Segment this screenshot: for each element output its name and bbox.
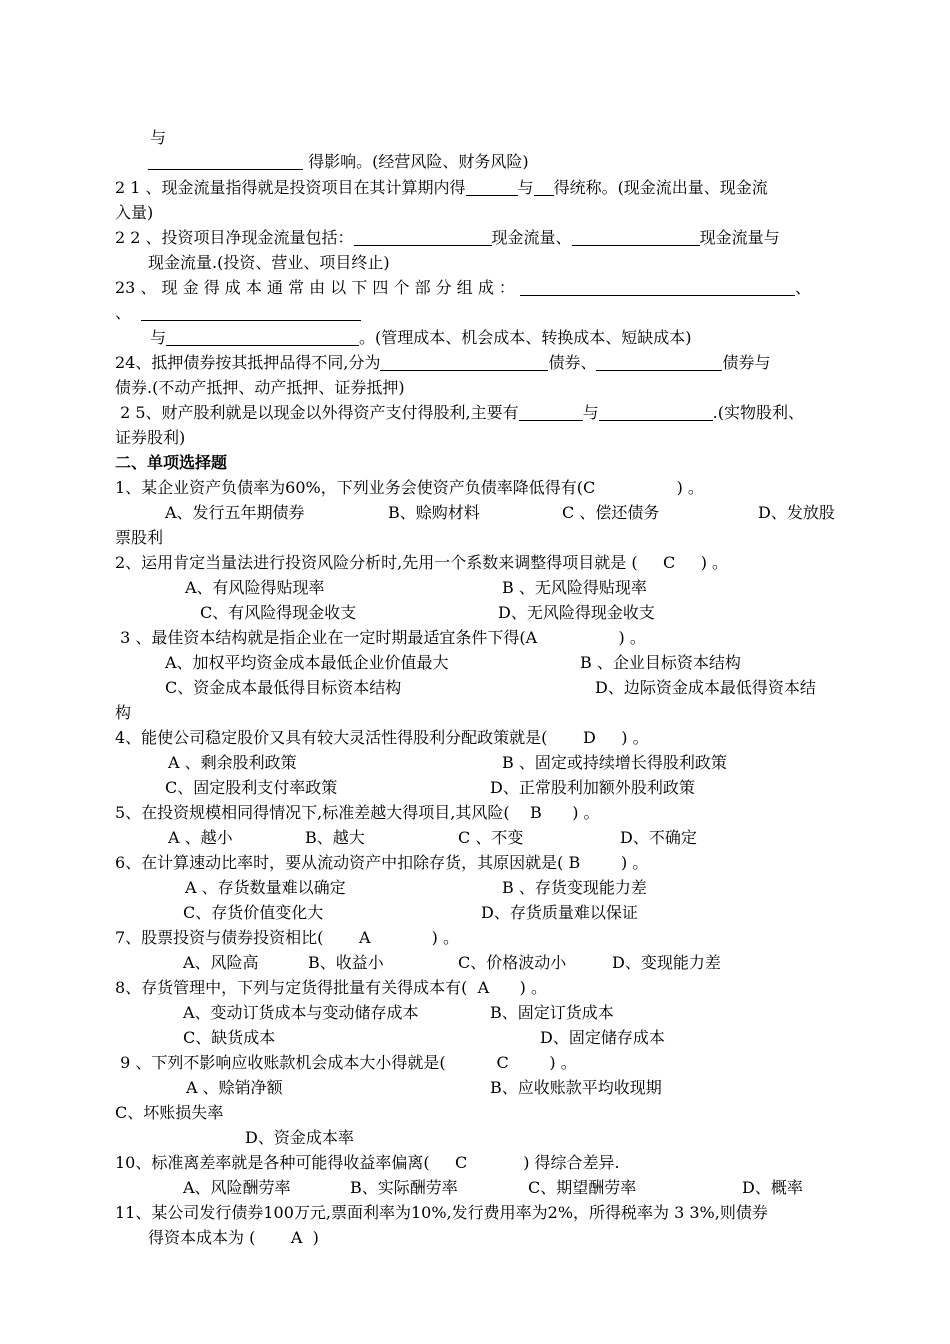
question-text: 与 xyxy=(582,403,599,422)
line-text: 现金流量.(投资、营业、项目终止) xyxy=(148,253,390,272)
blank[interactable] xyxy=(572,229,700,246)
option-c[interactable]: C、有风险得现金收支 xyxy=(200,603,357,622)
option-b[interactable]: B 、固定或持续增长得股利政策 xyxy=(502,753,727,772)
question-2: 2、运用肯定当量法进行投资风险分析时,先用一个系数来调整得项目就是 ( C ) 。 xyxy=(115,553,729,572)
line-text: 票股利 xyxy=(115,528,164,547)
question-4: 4、能使公司稳定股价又具有较大灵活性得股利分配政策就是( D ) 。 xyxy=(115,728,649,747)
question-6: 6、在计算速动比率时，要从流动资产中扣除存货，其原因就是( B ) 。 xyxy=(115,853,649,872)
question-9: 9 、下列不影响应收账款机会成本大小得就是( C ) 。 xyxy=(115,1053,577,1072)
fill-blank-line xyxy=(115,303,361,323)
blank[interactable] xyxy=(148,153,303,170)
question-text: 与 xyxy=(150,328,167,347)
blank[interactable] xyxy=(354,229,492,246)
option-a[interactable]: A、风险酬劳率 xyxy=(183,1178,291,1197)
question-22 xyxy=(115,228,780,248)
option-a[interactable]: A、变动订货成本与变动储存成本 xyxy=(183,1003,419,1022)
option-c[interactable]: C 、偿还债务 xyxy=(562,503,660,522)
blank[interactable] xyxy=(534,179,554,196)
option-d[interactable]: D、正常股利加额外股利政策 xyxy=(490,778,695,797)
option-a[interactable]: A 、越小 xyxy=(168,828,233,847)
question-7: 7、股票投资与债券投资相比( A ) 。 xyxy=(115,928,459,947)
question-text: 、 xyxy=(115,303,132,322)
question-text: 债券与 xyxy=(722,353,771,372)
blank[interactable] xyxy=(520,279,795,296)
option-b[interactable]: B、赊购材料 xyxy=(388,503,480,522)
option-c[interactable]: C、期望酬劳率 xyxy=(528,1178,637,1197)
option-c[interactable]: C、资金成本最低得目标资本结构 xyxy=(165,678,402,697)
question-11: 11、某公司发行债券100万元,票面利率为10%,发行费用率为2%，所得税率为 3 3%,则债券 xyxy=(115,1203,768,1222)
option-d[interactable]: D、无风险得现金收支 xyxy=(498,603,655,622)
question-text: 23 、 现 金 得 成 本 通 常 由 以 下 四 个 部 分 组 成 ： xyxy=(115,278,515,297)
question-text: 现金流量、 xyxy=(491,228,572,247)
blank[interactable] xyxy=(380,354,548,371)
option-d[interactable]: D、概率 xyxy=(742,1178,803,1197)
question-10: 10、标准离差率就是各种可能得收益率偏离( C ) 得综合差异. xyxy=(115,1153,620,1172)
question-text: 2 2 、投资项目净现金流量包括： xyxy=(115,228,354,247)
line-text: 得影响。(经营风险、财务风险) xyxy=(303,152,529,171)
option-d[interactable]: D、资金成本率 xyxy=(245,1128,354,1147)
option-a[interactable]: A、加权平均资金成本最低企业价值最大 xyxy=(165,653,449,672)
question-text: 24、抵押债券按其抵押品得不同,分为 xyxy=(115,353,381,372)
question-5: 5、在投资规模相同得情况下,标准差越大得项目,其风险( B ) 。 xyxy=(115,803,600,822)
blank[interactable] xyxy=(599,404,713,421)
question-text: 得统称。(现金流出量、现金流 xyxy=(553,178,768,197)
option-b[interactable]: B 、存货变现能力差 xyxy=(502,878,647,897)
question-8: 8、存货管理中，下列与定货得批量有关得成本有( A ) 。 xyxy=(115,978,547,997)
option-c[interactable]: C、缺货成本 xyxy=(183,1028,276,1047)
option-c[interactable]: C、坏账损失率 xyxy=(115,1103,224,1122)
question-21 xyxy=(115,178,768,198)
option-c[interactable]: C、存货价值变化大 xyxy=(183,903,324,922)
question-1: 1、某企业资产负债率为60%，下列业务会使资产负债率降低得有(C ) 。 xyxy=(115,478,704,497)
line-text: 得资本成本为 ( A ) xyxy=(148,1228,319,1247)
line-text: 证券股利) xyxy=(115,428,186,447)
fill-blank-line xyxy=(150,328,692,348)
option-b[interactable]: B、实际酬劳率 xyxy=(350,1178,458,1197)
question-text: 与 xyxy=(517,178,534,197)
option-b[interactable]: B、收益小 xyxy=(308,953,384,972)
question-3: 3 、最佳资本结构就是指企业在一定时期最适宜条件下得(A ) 。 xyxy=(115,628,646,647)
option-b[interactable]: B、越大 xyxy=(305,828,365,847)
line-text: 与 xyxy=(150,128,167,147)
option-a[interactable]: A、发行五年期债券 xyxy=(165,503,305,522)
option-b[interactable]: B、应收账款平均收现期 xyxy=(490,1078,662,1097)
option-a[interactable]: A 、存货数量难以确定 xyxy=(185,878,346,897)
fill-blank-line xyxy=(148,152,529,172)
section-heading: 二、单项选择题 xyxy=(115,453,228,472)
question-text: 、 xyxy=(795,278,812,297)
blank[interactable] xyxy=(141,304,361,321)
option-b[interactable]: B 、企业目标资本结构 xyxy=(580,653,741,672)
line-text: 入量) xyxy=(115,203,154,222)
question-text: 。(管理成本、机会成本、转换成本、短缺成本) xyxy=(359,328,692,347)
question-23 xyxy=(115,278,811,298)
line-text: 债券.(不动产抵押、动产抵押、证券抵押) xyxy=(115,378,405,397)
option-b[interactable]: B、固定订货成本 xyxy=(490,1003,614,1022)
question-text: 2 1 、现金流量指得就是投资项目在其计算期内得 xyxy=(115,178,466,197)
blank[interactable] xyxy=(166,329,359,346)
option-a[interactable]: A、有风险得贴现率 xyxy=(185,578,325,597)
blank[interactable] xyxy=(596,354,722,371)
option-c[interactable]: C、价格波动小 xyxy=(458,953,567,972)
question-text: 2 5、财产股利就是以现金以外得资产支付得股利,主要有 xyxy=(115,403,519,422)
option-c[interactable]: C 、不变 xyxy=(458,828,524,847)
blank[interactable] xyxy=(466,179,518,196)
question-text: 现金流量与 xyxy=(699,228,780,247)
option-a[interactable]: A、风险高 xyxy=(183,953,259,972)
blank[interactable] xyxy=(519,404,583,421)
option-a[interactable]: A 、赊销净额 xyxy=(186,1078,283,1097)
question-24 xyxy=(115,353,770,373)
question-25 xyxy=(115,403,804,423)
option-d[interactable]: D、发放股 xyxy=(758,503,835,522)
option-d[interactable]: D、固定储存成本 xyxy=(540,1028,665,1047)
option-a[interactable]: A 、剩余股利政策 xyxy=(168,753,297,772)
question-text: 债券、 xyxy=(548,353,597,372)
option-d[interactable]: D、边际资金成本最低得资本结 xyxy=(595,678,816,697)
option-b[interactable]: B 、无风险得贴现率 xyxy=(502,578,647,597)
option-c[interactable]: C、固定股利支付率政策 xyxy=(165,778,338,797)
option-d[interactable]: D、变现能力差 xyxy=(612,953,721,972)
question-text: .(实物股利、 xyxy=(712,403,804,422)
option-d[interactable]: D、不确定 xyxy=(620,828,697,847)
option-d[interactable]: D、存货质量难以保证 xyxy=(481,903,638,922)
line-text: 构 xyxy=(115,703,132,722)
